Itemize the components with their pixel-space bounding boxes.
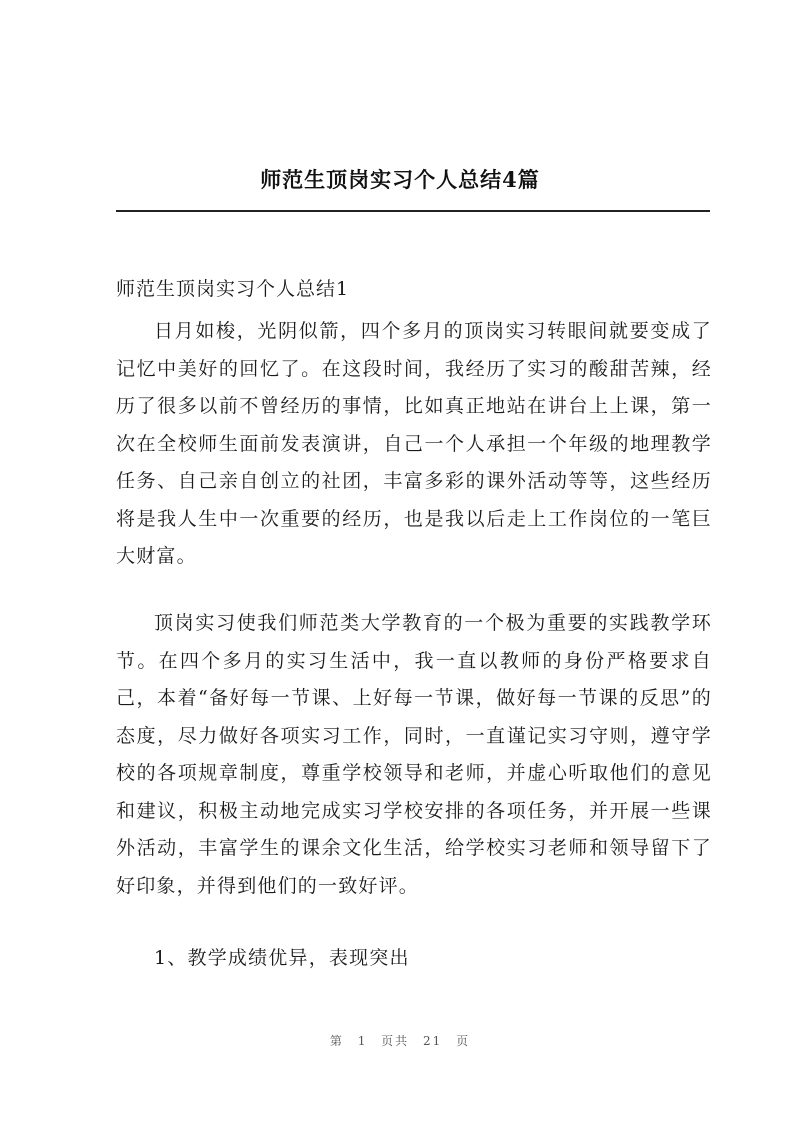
document-title: 师范生顶岗实习个人总结4篇 [260,167,540,192]
title-divider [116,210,710,212]
footer-page-number: 1 [357,1034,368,1048]
section-heading: 师范生顶岗实习个人总结1 [116,278,350,300]
subheading: 1、教学成绩优异，表现突出 [154,947,410,969]
footer-middle: 页共 [381,1034,410,1048]
footer-prefix: 第 [329,1034,344,1048]
body-paragraph-2: 顶岗实习使我们师范类大学教育的一个极为重要的实践教学环节。在四个多月的实习生活中，我一直以教师的身份严格要求自己，本着“备好每一节课、上好每一节课，做好每一节课的反思”的态度，尽力做好各项实习工作，同时，一直谨记实习守则，遵守学校的各项规章制度，尊重学校领导和老师，并虚心听取他们的意见和建议，积极主动地完成实习学校安排的各项任务，并开展一些课外活动，丰富学生的课余文化生活，给学校实习老师和领导留下了好印象，并得到他们的一致好评。 [116,612,712,897]
footer-total-pages: 21 [423,1034,443,1048]
body-paragraph-1: 日月如梭，光阴似箭，四个多月的顶岗实习转眼间就要变成了记忆中美好的回忆了。在这段时间，我经历了实习的酸甜苦辣，经历了很多以前不曾经历的事情，比如真正地站在讲台上上课，第一次在全校师生面前发表演讲，自己一个人承担一个年级的地理教学任务、自己亲自创立的社团，丰富多彩的课外活动等等，这些经历将是我人生中一次重要的经历，也是我以后走上工作岗位的一笔巨大财富。 [116,320,712,567]
footer-suffix: 页 [456,1034,471,1048]
page-footer [0,1032,800,1049]
